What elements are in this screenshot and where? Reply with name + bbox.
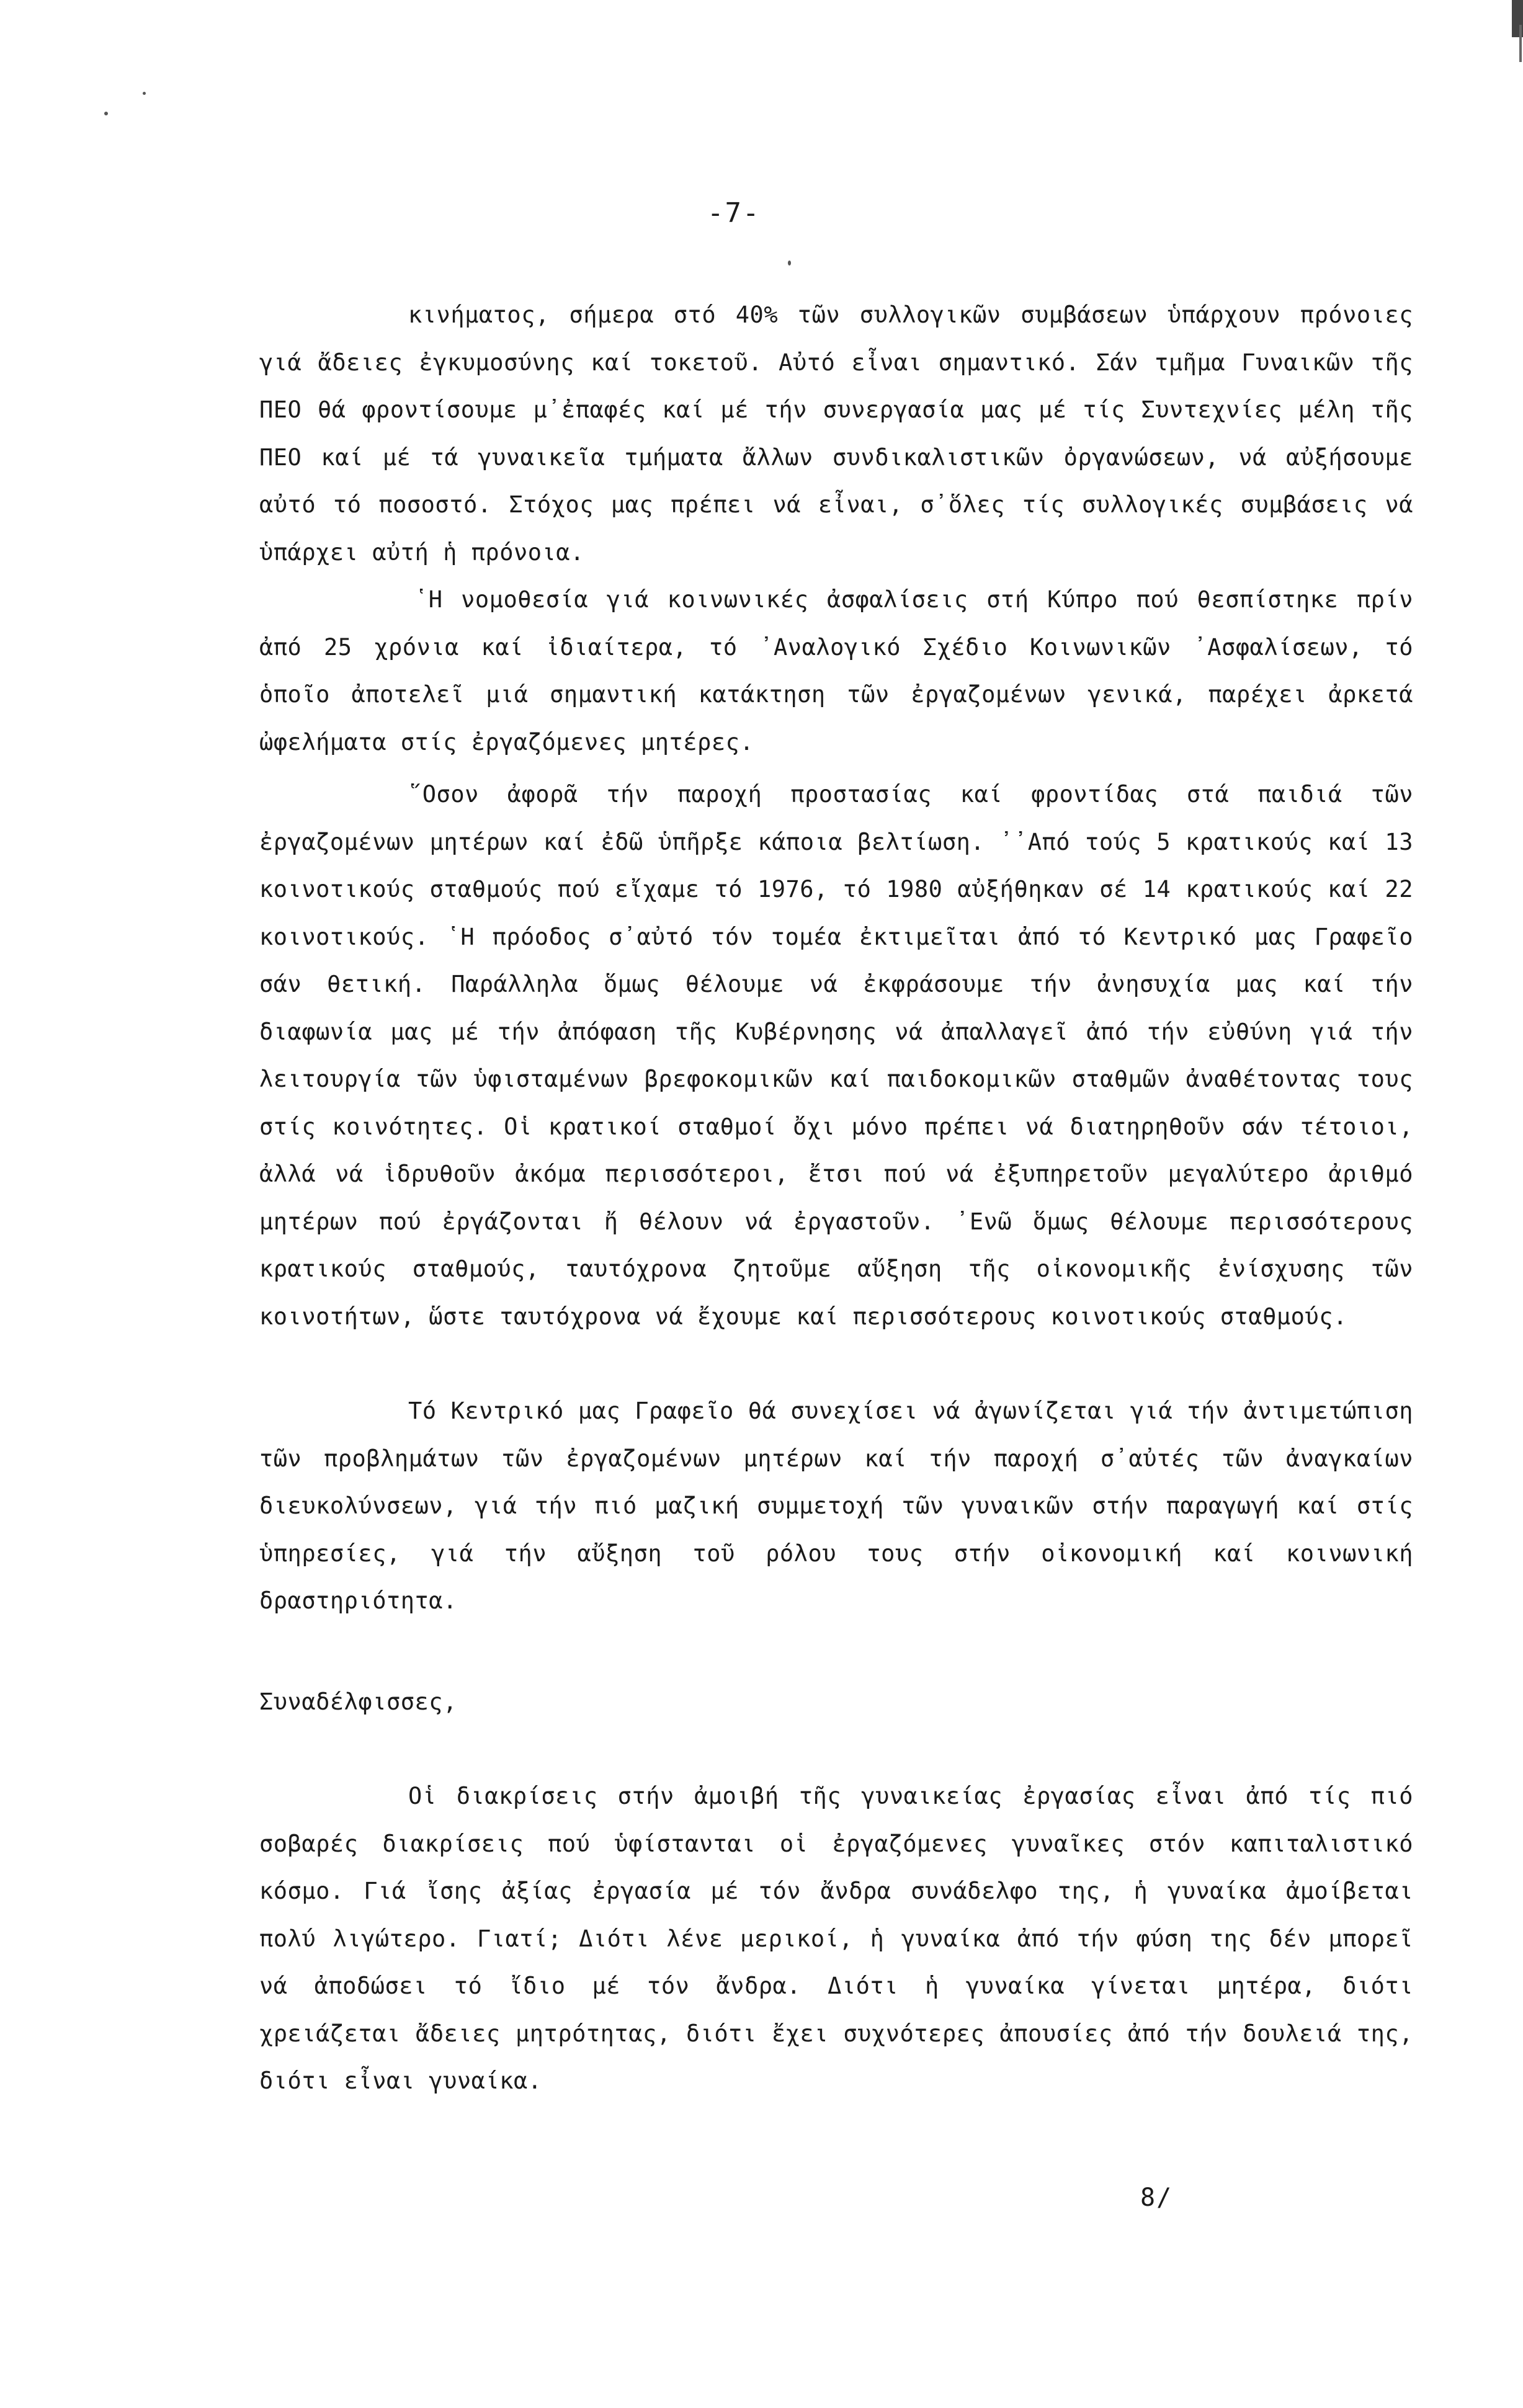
paragraph: ῞Οσον ἀφορᾶ τήν παροχή προστασίας καί φροντίδας στά παιδιά τῶν ἐργαζομένων μητέρων καί ἐδῶ ὑπῆρξε κάποια βελτίωση. ᾽᾽Από τούς 5 κρατικούς καί 13 κοινοτικούς σταθμούς πού εἴχαμε τό 1976, τό 1980 αὐξήθηκαν σέ 14 κρατικούς καί 22 κοινοτικούς. ῾Η πρόοδος σ᾽αὐτό τόν τομέα ἐκτιμεῖται ἀπό τό Κεντρικό μας Γραφεῖο σάν θετική. Παράλληλα ὅμως θέλουμε νά ἐκφράσουμε τήν ἀνησυχία μας καί τήν διαφωνία μας μέ τήν ἀπόφαση τῆς Κυβέρνησης νά ἀπαλλαγεῖ ἀπό τήν εὐθύνη γιά τήν λειτουργία τῶν ὑφισταμένων βρεφοκομικῶν καί παιδοκομικῶν σταθμῶν ἀναθέτοντας τους στίς κοινότητες. Οἱ κρατικοί σταθμοί ὄχι μόνο πρέπει νά διατηρηθοῦν σάν τέτοιοι, ἀλλά νά ἱδρυθοῦν ἀκόμα περισσότεροι, ἔτσι πού νά ἐξυπηρετοῦν μεγαλύτερο ἀριθμό μητέρων πού ἐργάζονται ἤ θέλουν νά ἐργαστοῦν. ᾽Ενῶ ὅμως θέλουμε περισσότερους κρατικούς σταθμούς, ταυτόχρονα ζητοῦμε αὔξηση τῆς οἰκονομικῆς ἐνίσχυσης τῶν κοινοτήτων, ὥστε ταυτόχρονα νά ἔχουμε καί περισσότερους κοινοτικούς σταθμούς. xyxy=(259,781,1413,1330)
continuation-marker: 8/ xyxy=(1140,2183,1173,2212)
paragraph: κινήματος, σήμερα στό 40% τῶν συλλογικῶν συμβάσεων ὑπάρχουν πρόνοιες γιά ἄδειες ἐγκυμοσύνης καί τοκετοῦ. Αὐτό εἶναι σημαντικό. Σάν τμῆμα Γυναικῶν τῆς ΠΕΟ θά φροντίσουμε μ᾽ἐπαφές καί μέ τήν συνεργασία μας μέ τίς Συντεχνίες μέλη τῆς ΠΕΟ καί μέ τά γυναικεῖα τμήματα ἄλλων συνδικαλιστικῶν ὀργανώσεων, νά αὐξήσουμε αὐτό τό ποσοστό. Στόχος μας πρέπει νά εἶναι, σ᾽ὅλες τίς συλλογικές συμβάσεις νά ὑπάρχει αὐτή ἡ πρόνοια. xyxy=(259,301,1413,566)
paragraph: Τό Κεντρικό μας Γραφεῖο θά συνεχίσει νά ἀγωνίζεται γιά τήν ἀντιμετώπιση τῶν προβλημάτων τῶν ἐργαζομένων μητέρων καί τήν παροχή σ᾽αὐτές τῶν ἀναγκαίων διευκολύνσεων, γιά τήν πιό μαζική συμμετοχή τῶν γυναικῶν στήν παραγωγή καί στίς ὑπηρεσίες, γιά τήν αὔξηση τοῦ ρόλου τους στήν οἰκονομική καί κοινωνική δραστηριότητα. xyxy=(259,1398,1413,1614)
scan-edge-mark xyxy=(1519,25,1522,62)
scan-speck xyxy=(788,261,791,265)
paragraph: Οἱ διακρίσεις στήν ἀμοιβή τῆς γυναικείας ἐργασίας εἶναι ἀπό τίς πιό σοβαρές διακρίσεις πού ὑφίστανται οἱ ἐργαζόμενες γυναῖκες στόν καπιταλιστικό κόσμο. Γιά ἴσης ἀξίας ἐργασία μέ τόν ἄνδρα συνάδελφο της, ἡ γυναίκα ἀμοίβεται πολύ λιγώτερο. Γιατί; Διότι λένε μερικοί, ἡ γυναίκα ἀπό τήν φύση της δέν μπορεῖ νά ἀποδώσει τό ἴδιο μέ τόν ἄνδρα. Διότι ἡ γυναίκα γίνεται μητέρα, διότι χρειάζεται ἄδειες μητρότητας, διότι ἔχει συχνότερες ἀπουσίες ἀπό τήν δουλειά της, διότι εἶναι γυναίκα. xyxy=(259,1783,1413,2094)
document-body xyxy=(259,292,1413,2105)
salutation: Συναδέλφισσες, xyxy=(259,1688,457,1715)
scan-speck xyxy=(143,92,146,95)
page-number: -7- xyxy=(707,197,761,229)
paragraph: ῾Η νομοθεσία γιά κοινωνικές ἀσφαλίσεις στή Κύπρο πού θεσπίστηκε πρίν ἀπό 25 χρόνια καί ἰδιαίτερα, τό ᾽Αναλογικό Σχέδιο Κοινωνικῶν ᾽Ασφαλίσεων, τό ὁποῖο ἀποτελεῖ μιά σημαντική κατάκτηση τῶν ἐργαζομένων γενικά, παρέχει ἀρκετά ὠφελήματα στίς ἐργαζόμενες μητέρες. xyxy=(259,586,1413,756)
scan-speck xyxy=(104,112,108,115)
